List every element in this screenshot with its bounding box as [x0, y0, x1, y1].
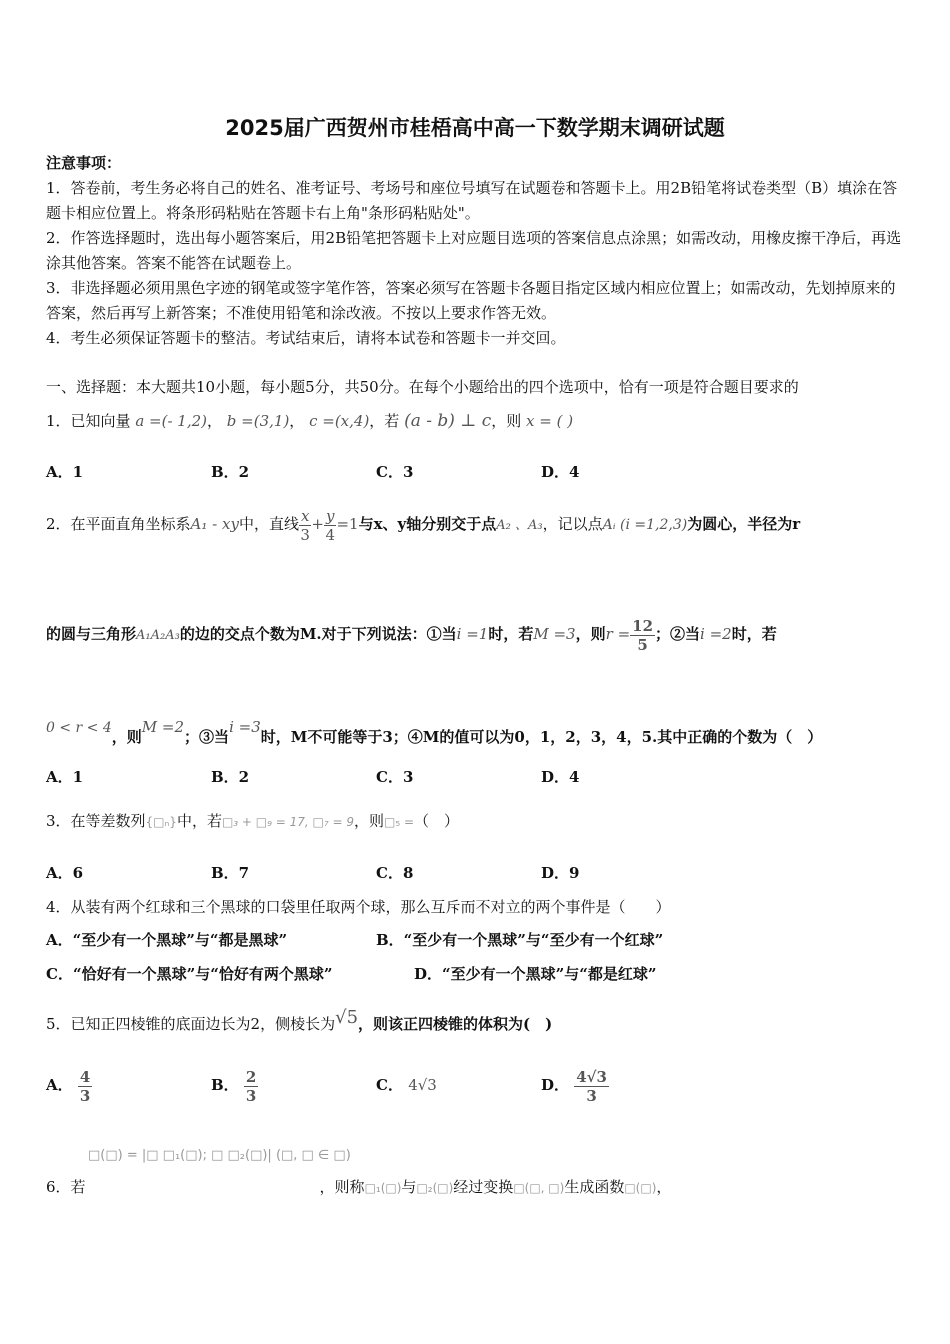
- q3-option-d[interactable]: D．9: [541, 864, 580, 882]
- q2-l3c: 时，M不可能等于3；④M的值可以为0，1，2，3，4，5.其中正确的个数为（ ）: [260, 728, 823, 746]
- q1-if: ，若: [369, 412, 400, 430]
- q2-eq-rhs: =1: [336, 515, 359, 533]
- q2-l2e: ；②当: [655, 625, 701, 643]
- q6-f1: □₁(□): [364, 1181, 402, 1195]
- q5-t1: 5．已知正四棱锥的底面边长为2，侧棱长为: [46, 1015, 336, 1033]
- q1-option-c[interactable]: C．3: [376, 463, 414, 481]
- q2-i3: i =3: [229, 718, 261, 736]
- q5-option-a-frac: $\frac{4}{3}$: [79, 1067, 91, 1105]
- q5-option-c-value: 4√3: [408, 1076, 437, 1094]
- q2-text-1: 中，直线: [238, 515, 299, 533]
- q2-l3a: ，则: [111, 728, 142, 746]
- q5-option-d-frac: $\frac{4√3}{3}$: [576, 1067, 607, 1105]
- q5-root: √5: [335, 1007, 359, 1028]
- q2-r-eq: r =: [605, 625, 631, 643]
- q4-option-a[interactable]: A．“至少有一个黑球”与“都是黑球”: [46, 931, 288, 949]
- q2-text-2: 与x、y轴分别交于点: [358, 515, 497, 533]
- question-3: [46, 810, 459, 831]
- q2-l2f: 时，若: [731, 625, 777, 643]
- q1-vector-c: c =(x,4): [309, 412, 370, 430]
- q2-triangle: A₁A₂A₃: [136, 628, 180, 643]
- question-6: [46, 1176, 671, 1197]
- q5-option-d[interactable]: D． $\frac{4√3}{3}$: [541, 1067, 607, 1105]
- q2-l2c: 时，若: [488, 625, 534, 643]
- q4-option-d[interactable]: D．“至少有一个黑球”与“都是红球”: [414, 965, 657, 983]
- q1-vector-a: a =(- 1,2): [135, 412, 208, 430]
- q4-option-c[interactable]: C．“恰好有一个黑球”与“恰好有两个黑球”: [46, 965, 333, 983]
- q3-option-b[interactable]: B．7: [211, 864, 250, 882]
- q2-i2: i =2: [700, 625, 732, 643]
- q6-t1: ，则称: [319, 1178, 365, 1196]
- q2-frac-x: $\frac{x}{3}$: [300, 506, 310, 544]
- q2-r-frac: $\frac{12}{5}$: [632, 616, 654, 654]
- q1-vector-b: b =(3,1): [226, 412, 290, 430]
- q2-range: 0 < r < 4: [46, 720, 112, 736]
- q3-t1: 中，若: [176, 812, 222, 830]
- q2-m3: M =3: [533, 625, 576, 643]
- notice-item-2: 2．作答选择题时，选出每小题答案后，用2B铅笔把答题卡上对应题目选项的答案信息点涂黑；如需改动，用橡皮擦干净后，再选涂其他答案。答案不能答在试题卷上。: [46, 229, 902, 272]
- q2-l3b: ；③当: [184, 728, 230, 746]
- q2-stem: 2．在平面直角坐标系: [46, 515, 191, 533]
- section-heading: 一、选择题：本大题共10小题，每小题5分，共50分。在每个小题给出的四个选项中，恰有一项是符合题目要求的: [46, 378, 799, 396]
- q5-option-c[interactable]: C． 4√3: [376, 1076, 437, 1094]
- q2-frac-y: $\frac{y}{4}$: [325, 506, 336, 544]
- q2-text-3: ，记以点: [542, 515, 603, 533]
- q2-l2d: ，则: [575, 625, 606, 643]
- q3-option-c[interactable]: C．8: [376, 864, 414, 882]
- q5-option-a[interactable]: A． $\frac{4}{3}$: [46, 1067, 91, 1105]
- q2-option-d[interactable]: D．4: [541, 768, 580, 786]
- question-2-line-3: [46, 704, 822, 760]
- notice-item-1: 1．答卷前，考生务必将自己的姓名、准考证号、考场号和座位号填写在试题卷和答题卡上。用2B铅笔将试卷类型（B）填涂在答题卡相应位置上。将条形码粘贴在答题卡右上角"条形码粘贴处"。: [46, 179, 898, 222]
- q2-option-a[interactable]: A．1: [46, 768, 84, 786]
- q2-option-c[interactable]: C．3: [376, 768, 414, 786]
- q3-option-a[interactable]: A．6: [46, 864, 84, 882]
- q6-t5: ，: [656, 1178, 672, 1196]
- q1-stem: 1．已知向量: [46, 412, 131, 430]
- question-1: 1．已知向量 a =(- 1,2)， b =(3,1)， c =(x,4)，若 (a - b) ⊥ c，则 x = ( ): [46, 411, 574, 431]
- q6-t4: 生成函数: [564, 1178, 625, 1196]
- page-title: 2025届广西贺州市桂梧高中高一下数学期末调研试题: [225, 116, 725, 140]
- q6-f2: □₂(□): [416, 1181, 454, 1195]
- notice-heading: 注意事项：: [46, 154, 122, 172]
- q1-x: x = ( ): [526, 412, 574, 430]
- q5-option-b[interactable]: B． $\frac{2}{3}$: [211, 1067, 257, 1105]
- q3-t2: ，则: [353, 812, 384, 830]
- notice-item-4: 4．考生必须保证答题卡的整洁。考试结束后，请将本试卷和答题卡一并交回。: [46, 329, 566, 347]
- q2-ai: Aᵢ (i =1,2,3): [602, 517, 688, 533]
- q6-t2: 与: [401, 1178, 417, 1196]
- q2-text-4: 为圆心，半径为r: [687, 515, 801, 533]
- q6-stem: 6．若: [46, 1178, 86, 1196]
- q3-condition: □₃ + □₉ = 17, □₇ = 9: [221, 815, 354, 829]
- q6-g: □(□): [624, 1181, 657, 1195]
- q1-option-d[interactable]: D．4: [541, 463, 580, 481]
- q5-option-b-frac: $\frac{2}{3}$: [245, 1067, 257, 1105]
- notice-item-3: 3．非选择题必须用黑色字迹的钢笔或签字笔作答，答案必须写在答题卡各题目指定区域内相应位置上；如需改动，先划掉原来的答案，然后再写上新答案；不准使用铅笔和涂改液。不按以上要求作答无效。: [46, 279, 896, 322]
- q2-m2: M =2: [141, 718, 185, 736]
- q2-i1: i =1: [456, 625, 489, 643]
- q2-system: A₁ - xy: [190, 515, 239, 533]
- q2-option-b[interactable]: B．2: [211, 768, 250, 786]
- q6-t3: 经过变换: [453, 1178, 514, 1196]
- q1-then: ，则: [491, 412, 522, 430]
- q2-l2b: 的边的交点个数为M.对于下列说法：①当: [179, 625, 457, 643]
- q1-condition: (a - b) ⊥ c: [404, 411, 492, 431]
- q2-l2a: 的圆与三角形: [46, 625, 137, 643]
- q3-ask: □₅ =: [384, 815, 415, 829]
- q6-transform: □(□, □): [513, 1181, 565, 1195]
- question-4: 4．从装有两个红球和三个黑球的口袋里任取两个球，那么互斥而不对立的两个事件是（ ）: [46, 898, 671, 916]
- q2-points: A₂ 、A₃: [496, 518, 543, 533]
- q1-option-a[interactable]: A．1: [46, 463, 84, 481]
- question-2-line-1: 2．在平面直角坐标系A₁ - xy中，直线 $\frac{x}{3}$ + $\frac{y}{4}$ =1与x、y轴分别交于点A₂ 、A₃，记以点Aᵢ (i =1,2,3)为圆心，半径为r: [46, 506, 801, 544]
- q6-determinant: □(□) = |□ □₁(□); □ □₂(□)| (□, □ ∈ □): [88, 1148, 351, 1163]
- q3-stem: 3．在等差数列: [46, 812, 146, 830]
- q1-option-b[interactable]: B．2: [211, 463, 250, 481]
- question-2-line-2: [46, 604, 777, 666]
- q3-tail: （ ）: [414, 812, 460, 830]
- q4-option-b[interactable]: B．“至少有一个黑球”与“至少有一个红球”: [376, 931, 664, 949]
- q5-t2: ，则该正四棱锥的体积为( ): [358, 1015, 553, 1033]
- q3-sequence: {□ₙ}: [145, 815, 177, 829]
- question-5: [46, 1000, 552, 1042]
